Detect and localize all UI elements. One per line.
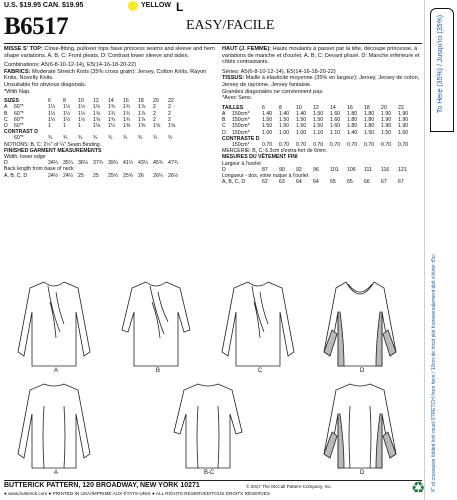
measure-cell: 24½ bbox=[48, 172, 59, 179]
size-cell: 18 bbox=[364, 104, 370, 111]
en-unsuitable: Unsuitable for obvious diagonals. bbox=[4, 81, 87, 88]
view-letter: A, B, C, D bbox=[4, 172, 28, 179]
yardage-cell: ¾ bbox=[108, 135, 113, 142]
yardage-cell: 1.80 bbox=[347, 123, 358, 130]
stretch-gauge-label: To Here (35%) / Jusqu'ici (35%) bbox=[437, 14, 444, 114]
measure-cell: 47¾ bbox=[168, 160, 179, 167]
measure-cell: 43¼ bbox=[138, 160, 149, 167]
yardage-cell: 1½ bbox=[63, 116, 71, 123]
fr-title: HAUT (J. FEMME): bbox=[222, 46, 272, 52]
yardage-cell: 2 bbox=[153, 116, 156, 123]
yardage-cell: 0.70 bbox=[381, 141, 392, 148]
view-a-front-drawing bbox=[18, 282, 90, 366]
size-cell: 10 bbox=[296, 104, 302, 111]
measure-cell: 35¼ bbox=[63, 160, 74, 167]
yardage-cell: 0.70 bbox=[296, 141, 307, 148]
measure-cell: 25½ bbox=[108, 172, 119, 179]
yardage-cell: 1.80 bbox=[347, 117, 358, 124]
measure-cell: 41¼ bbox=[123, 160, 134, 167]
measure-cell: 24½ bbox=[63, 172, 74, 179]
size-cell: 6 bbox=[48, 98, 51, 105]
yardage-cell: 1¾ bbox=[123, 116, 131, 123]
yardage-cell: 1⅞ bbox=[138, 110, 146, 117]
front-label-c: C bbox=[258, 368, 263, 374]
yardage-cell: 1⅝ bbox=[93, 110, 101, 117]
measure-cell: 45¾ bbox=[153, 160, 164, 167]
yardage-cell: 1.50 bbox=[313, 110, 324, 117]
yardage-cell: 1⅞ bbox=[138, 104, 146, 111]
size-cell: 20 bbox=[381, 104, 387, 111]
yardage-cell: 1.00 bbox=[279, 129, 290, 136]
fabric-width: 60"* bbox=[14, 116, 24, 123]
english-contrast-label: CONTRAST D bbox=[4, 129, 39, 136]
measure-cell: 101 bbox=[330, 166, 339, 173]
yardage-cell: 1½ bbox=[48, 116, 56, 123]
yardage-cell: 1½ bbox=[63, 110, 71, 117]
size-cell: 20 bbox=[153, 98, 159, 105]
view-d-front-drawing bbox=[324, 282, 396, 366]
size-cell: 22 bbox=[168, 98, 174, 105]
yardage-cell: 1¾ bbox=[123, 110, 131, 117]
yardage-cell: 1⅞ bbox=[138, 116, 146, 123]
yardage-cell: 1¾ bbox=[108, 116, 116, 123]
front-label-b: B bbox=[156, 368, 161, 374]
yardage-cell: 1½ bbox=[78, 110, 86, 117]
size-cell: 8 bbox=[63, 98, 66, 105]
measure-cell: 106 bbox=[347, 166, 356, 173]
size-letter: L bbox=[176, 0, 184, 14]
yardage-cell: 0.70 bbox=[347, 141, 358, 148]
view-letter: D bbox=[222, 129, 226, 136]
view-bc-back-drawing bbox=[174, 384, 242, 468]
back-label-d: D bbox=[360, 470, 365, 476]
yardage-cell: 1 bbox=[48, 122, 51, 129]
yardage-cell: 1.50 bbox=[262, 123, 273, 130]
fr-description: Hauts moulants à passer par la tête, découpe princesse, à variations de manche et d'ourlet. A, B, C: Devant plissé. D: Manche inférieure et côtés contrastants. bbox=[222, 46, 420, 66]
size-cell: 12 bbox=[93, 98, 99, 105]
english-length-row bbox=[4, 173, 216, 179]
size-cell: 10 bbox=[78, 98, 84, 105]
back-views-illustration bbox=[4, 376, 422, 474]
view-a-back-drawing bbox=[18, 384, 90, 468]
yardage-cell: 1.00 bbox=[296, 129, 307, 136]
measure-cell: 67 bbox=[381, 179, 387, 186]
yardage-cell: ¾ bbox=[93, 135, 98, 142]
yardage-cell: 1¼ bbox=[108, 122, 116, 129]
fabric-width: 150cm* bbox=[232, 123, 250, 130]
english-column bbox=[4, 46, 216, 179]
measure-cell: 64 bbox=[296, 179, 302, 186]
en-nap: *With Nap. bbox=[4, 88, 31, 95]
yardage-cell: ¾ bbox=[63, 135, 68, 142]
yardage-cell: 1½ bbox=[93, 104, 101, 111]
measure-cell: 66 bbox=[364, 179, 370, 186]
view-letter: B bbox=[222, 117, 226, 124]
measure-cell: 116 bbox=[381, 166, 390, 173]
back-label-a: A bbox=[54, 470, 59, 476]
yardage-cell: 1.40 bbox=[262, 110, 273, 117]
yardage-cell: 1.60 bbox=[330, 117, 341, 124]
front-views-illustration bbox=[4, 272, 422, 372]
yardage-cell: 1.60 bbox=[330, 123, 341, 130]
yardage-cell: 1⅝ bbox=[93, 116, 101, 123]
yardage-cell: 1.50 bbox=[296, 123, 307, 130]
measure-cell: 92 bbox=[296, 166, 302, 173]
fabric-width: 150cm* bbox=[232, 129, 250, 136]
measure-cell: 111 bbox=[364, 166, 372, 173]
yardage-cell: ¾ bbox=[153, 135, 158, 142]
fabric-width: 60"* bbox=[14, 104, 24, 111]
view-letter: A, B, C, D bbox=[222, 179, 246, 186]
view-b-front-drawing bbox=[122, 282, 190, 366]
english-measurements-title: FINISHED GARMENT MEASUREMENTS bbox=[4, 147, 102, 154]
yardage-cell: 1.10 bbox=[330, 129, 341, 136]
yardage-cell: 1½ bbox=[48, 110, 56, 117]
yardage-cell: 1⅜ bbox=[138, 122, 146, 129]
front-label-a: A bbox=[54, 368, 59, 374]
fr-unsuitable: Grandes diagonales ne conviennent pas. bbox=[222, 88, 324, 95]
size-cell: 12 bbox=[313, 104, 319, 111]
measure-cell: 39¼ bbox=[108, 160, 119, 167]
yardage-cell: 1.50 bbox=[296, 117, 307, 124]
yardage-cell: 1.00 bbox=[262, 129, 273, 136]
price: U.S. $19.95 CAN. $19.95 bbox=[4, 2, 84, 9]
english-sizes-label: SIZES bbox=[4, 98, 19, 105]
measure-cell: 67 bbox=[398, 179, 404, 186]
fabric-width: 150cm* bbox=[232, 110, 250, 117]
measure-cell: 25 bbox=[78, 172, 84, 179]
yardage-cell: 1.60 bbox=[330, 110, 341, 117]
difficulty: EASY/FACILE bbox=[186, 18, 275, 33]
yardage-cell: 0.70 bbox=[313, 141, 324, 148]
fr-nap: *Avec Sens. bbox=[222, 95, 253, 102]
yardage-cell: ¾ bbox=[48, 135, 53, 142]
size-cell: 6 bbox=[262, 104, 265, 111]
view-letter: A bbox=[222, 110, 226, 117]
yardage-cell: 1.50 bbox=[279, 123, 290, 130]
measure-cell: 26 bbox=[138, 172, 144, 179]
measure-cell: 26¼ bbox=[153, 172, 164, 179]
copyright: © 2017 The McCall Pattern Company, Inc. bbox=[246, 484, 332, 489]
front-label-d: D bbox=[360, 368, 365, 374]
measure-cell: 90 bbox=[279, 166, 285, 173]
measure-cell: 62 bbox=[262, 179, 268, 186]
yardage-cell: 0.70 bbox=[279, 141, 290, 148]
footer-website-rights: ● www.butterick.com ● PRINTED IN USA/IMPRIMÉ AUX ÉTATS-UNIS ● ALL RIGHTS RESERVED/TOUS DROITS RÉSERVÉS bbox=[4, 491, 271, 496]
english-length-label: Back length from base of neck bbox=[4, 166, 74, 173]
measure-cell: 65 bbox=[347, 179, 353, 186]
yardage-cell: 1.80 bbox=[364, 123, 375, 130]
measure-cell: 87 bbox=[262, 166, 268, 173]
fabric-width: 150cm* bbox=[232, 117, 250, 124]
yardage-cell: 1.80 bbox=[364, 117, 375, 124]
yardage-cell: 1.40 bbox=[347, 129, 358, 136]
measure-cell: 121 bbox=[398, 166, 407, 173]
view-d-back-drawing bbox=[324, 384, 396, 468]
fr-yardage-table bbox=[222, 105, 422, 186]
yardage-cell: 2 bbox=[153, 110, 156, 117]
yardage-cell: 1.90 bbox=[381, 110, 392, 117]
fabric-width: 60"* bbox=[14, 110, 24, 117]
measure-cell: 65 bbox=[330, 179, 336, 186]
view-letter: D bbox=[222, 166, 226, 173]
yardage-cell: 0.70 bbox=[364, 141, 375, 148]
size-cell: 14 bbox=[330, 104, 336, 111]
measure-cell: 37¾ bbox=[93, 160, 104, 167]
view-c-front-drawing bbox=[222, 282, 294, 366]
yardage-cell: 1.40 bbox=[279, 110, 290, 117]
yardage-cell: 2 bbox=[168, 116, 171, 123]
size-cell: 18 bbox=[138, 98, 144, 105]
yardage-cell: 1.50 bbox=[279, 117, 290, 124]
yardage-cell: 1.10 bbox=[313, 129, 324, 136]
measure-cell: 64 bbox=[313, 179, 319, 186]
size-cell: 16 bbox=[123, 98, 129, 105]
yardage-cell: ¾ bbox=[123, 135, 128, 142]
recycle-icon: ♻ bbox=[411, 480, 426, 497]
yardage-cell: 1.50 bbox=[262, 117, 273, 124]
yardage-cell: 1⅝ bbox=[168, 122, 176, 129]
yardage-cell: 1½ bbox=[78, 116, 86, 123]
yardage-cell: 1½ bbox=[48, 104, 56, 111]
publisher-address: BUTTERICK PATTERN, 120 BROADWAY, NEW YORK 10271 bbox=[4, 482, 200, 489]
french-column bbox=[222, 46, 422, 185]
french-yardage-row bbox=[222, 130, 422, 136]
en-fabrics: Moderate Stretch Knits (35% cross grain): Jersey, Cotton Knits, Rayon Knits, Novelty Knits. bbox=[4, 68, 207, 82]
fr-fabrics-label: TISSUS: bbox=[222, 75, 245, 82]
en-title: MISSE S' TOP: bbox=[4, 46, 43, 52]
view-letter: A bbox=[4, 104, 8, 111]
fr-fabrics: Maille à élasticité moyenne (35% en largeur): Jersey, Jersey de coton, Jersey de rayonne, Jersey fantaisie. bbox=[222, 75, 420, 88]
en-fabrics-label: FABRICS: bbox=[4, 68, 31, 75]
yardage-cell: 1⅜ bbox=[123, 122, 131, 129]
yardage-cell: 1¾ bbox=[108, 104, 116, 111]
view-letter: C bbox=[4, 116, 8, 123]
yardage-cell: 0.70 bbox=[398, 141, 409, 148]
color-label: YELLOW bbox=[141, 2, 171, 9]
header-divider bbox=[4, 43, 422, 44]
yardage-cell: 1½ bbox=[63, 104, 71, 111]
french-notions: MERCERIE: B, C: 6.3cm d'extra-fort de 6mm. bbox=[222, 148, 328, 155]
yardage-cell: ¾ bbox=[138, 135, 143, 142]
yardage-cell: 1⅛ bbox=[93, 122, 101, 129]
yardage-cell: 1.90 bbox=[398, 117, 409, 124]
back-label-bc: B-C bbox=[204, 470, 215, 476]
yardage-cell: 1.90 bbox=[381, 123, 392, 130]
yardage-cell: 1.90 bbox=[398, 123, 409, 130]
measure-cell: 34¼ bbox=[48, 160, 59, 167]
size-cell: 8 bbox=[279, 104, 282, 111]
yardage-cell: 1.50 bbox=[381, 129, 392, 136]
en-yardage-table bbox=[4, 98, 216, 179]
measure-cell: 63 bbox=[279, 179, 285, 186]
yardage-cell: 1 bbox=[78, 122, 81, 129]
yardage-cell: 2 bbox=[168, 104, 171, 111]
yardage-cell: 1.80 bbox=[364, 110, 375, 117]
yardage-cell: 1.50 bbox=[313, 123, 324, 130]
stretch-gauge-instructions: 4" of crosswise folded knit must STRETCH from here / 10cm de tricot plié transversalement doit s'étirer d'ici bbox=[431, 254, 437, 492]
english-width-label: Width, lower edge bbox=[4, 153, 46, 160]
pattern-number: B6517 bbox=[4, 13, 69, 40]
fabric-width: 60"* bbox=[14, 135, 24, 142]
measure-cell: 26½ bbox=[168, 172, 179, 179]
yardage-cell: 1.90 bbox=[381, 117, 392, 124]
french-length-row bbox=[222, 179, 422, 185]
yardage-cell: 1⅝ bbox=[153, 122, 161, 129]
measure-cell: 25 bbox=[93, 172, 99, 179]
view-letter: B bbox=[4, 110, 8, 117]
french-width-label: Largeur à l'ourlet bbox=[222, 160, 261, 167]
size-cell: 16 bbox=[347, 104, 353, 111]
fr-combinations: Séries: A5(6-8-10-12-14), E5(14-16-18-20-22) bbox=[222, 68, 336, 75]
yardage-cell: 1.40 bbox=[296, 110, 307, 117]
yardage-cell: 0.70 bbox=[330, 141, 341, 148]
english-notions: NOTIONS: B, C: 2½" of ¼" Seam Binding. bbox=[4, 141, 102, 148]
yellow-size-dot-icon bbox=[128, 1, 138, 11]
yardage-cell: 2 bbox=[153, 104, 156, 111]
view-letter: C bbox=[222, 123, 226, 130]
measure-cell: 36¼ bbox=[78, 160, 89, 167]
view-letter: D bbox=[4, 122, 8, 129]
view-letter: D bbox=[4, 160, 8, 167]
yardage-cell: 0.70 bbox=[262, 141, 273, 148]
fabric-width: 60"* bbox=[14, 122, 24, 129]
size-cell: 14 bbox=[108, 98, 114, 105]
en-description: Close-fitting, pullover tops have princess seams and sleeve and hem shape variations. A, B, C: Front pleats, D: Contrast lower sleeve and sides. bbox=[4, 46, 215, 59]
french-length-label: Longueur - dos, votre nuque à l'ourlet bbox=[222, 172, 309, 179]
yardage-cell: ¾ bbox=[78, 135, 83, 142]
yardage-cell: 1.80 bbox=[347, 110, 358, 117]
en-combinations: Combinations: A5(6-8-10-12-14), E5(14-16-18-20-22) bbox=[4, 62, 137, 69]
yardage-cell: 2 bbox=[168, 110, 171, 117]
measure-cell: 96 bbox=[313, 166, 319, 173]
yardage-cell: 1.50 bbox=[313, 117, 324, 124]
fabric-width: 150cm* bbox=[232, 141, 250, 148]
french-measurements-title: MESURES DU VÊTEMENT FINI bbox=[222, 154, 298, 161]
yardage-cell: 1¾ bbox=[108, 110, 116, 117]
french-contrast-label: CONTRASTE D bbox=[222, 135, 260, 142]
size-cell: 22 bbox=[398, 104, 404, 111]
yardage-cell: ¾ bbox=[168, 135, 173, 142]
yardage-cell: 1.90 bbox=[398, 110, 409, 117]
yardage-cell: 1¾ bbox=[123, 104, 131, 111]
yardage-cell: 1.50 bbox=[364, 129, 375, 136]
yardage-cell: 1.50 bbox=[398, 129, 409, 136]
yardage-cell: 1½ bbox=[78, 104, 86, 111]
footer-divider bbox=[4, 480, 422, 481]
french-sizes-label: TAILLES bbox=[222, 104, 244, 111]
yardage-cell: 1 bbox=[63, 122, 66, 129]
measure-cell: 25¾ bbox=[123, 172, 134, 179]
